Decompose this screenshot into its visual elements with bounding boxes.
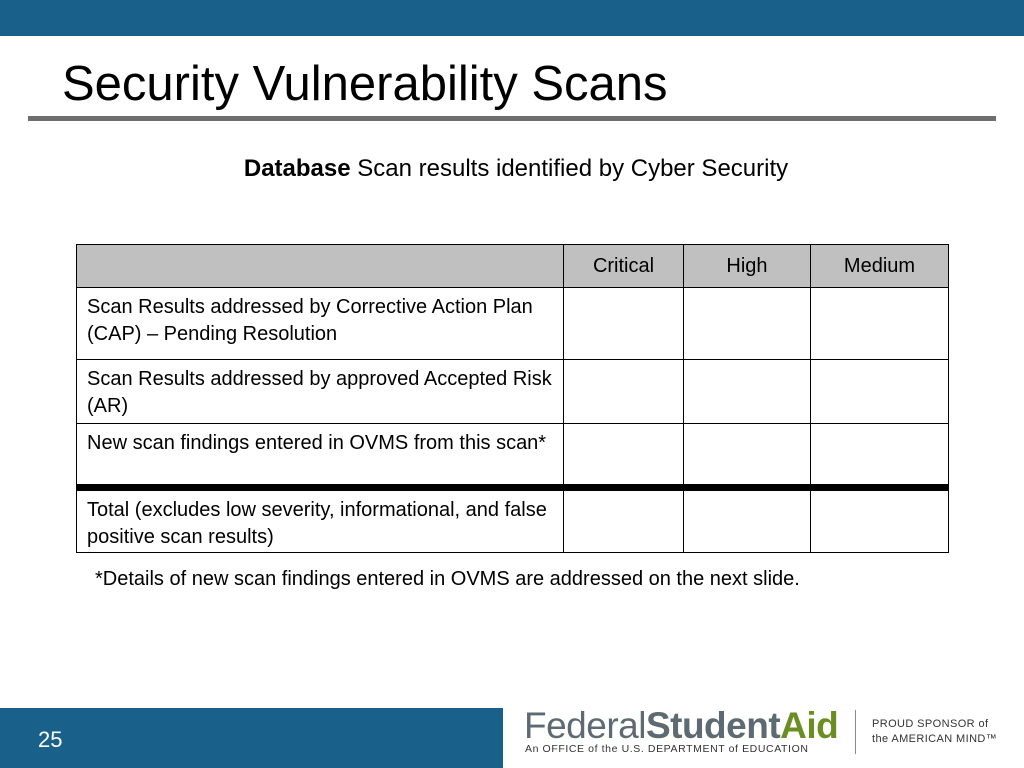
- logo-student: Student: [645, 705, 781, 746]
- logo-federal: Federal: [524, 705, 646, 746]
- row-label: New scan findings entered in OVMS from this scan*: [77, 424, 564, 488]
- scan-results-table: [76, 244, 949, 553]
- high-cell: [684, 424, 811, 488]
- table-header-blank: [77, 245, 564, 288]
- top-banner: [0, 0, 1024, 36]
- medium-cell: [811, 424, 949, 488]
- logo-divider: [855, 710, 856, 754]
- table-row: [77, 360, 949, 424]
- critical-cell: [564, 360, 684, 424]
- table-row: [77, 424, 949, 488]
- footer-bar: [0, 708, 503, 768]
- high-cell: [684, 488, 811, 553]
- footnote: *Details of new scan findings entered in OVMS are addressed on the next slide.: [95, 568, 800, 590]
- table-header-critical: Critical: [564, 245, 684, 288]
- table-total-row: [77, 488, 949, 553]
- row-label: Scan Results addressed by Corrective Action Plan (CAP) – Pending Resolution: [77, 288, 564, 360]
- logo-wordmark: [524, 706, 838, 746]
- slide-number: 25: [38, 727, 63, 752]
- medium-cell: [811, 288, 949, 360]
- subtitle-bold: Database: [243, 155, 351, 182]
- critical-cell: [564, 488, 684, 553]
- table-header-medium: Medium: [811, 245, 949, 288]
- federal-student-aid-logo: [524, 706, 854, 760]
- logo-tagline: An OFFICE of the U.S. DEPARTMENT of EDUCATION: [525, 743, 809, 755]
- title-divider: [28, 116, 996, 121]
- critical-cell: [564, 288, 684, 360]
- table-header-row: [77, 245, 949, 288]
- sponsor-text: PROUD SPONSOR of the AMERICAN MIND™: [872, 718, 998, 745]
- table-header-high: High: [684, 245, 811, 288]
- logo-aid: Aid: [780, 705, 839, 746]
- high-cell: [684, 360, 811, 424]
- high-cell: [684, 288, 811, 360]
- medium-cell: [811, 360, 949, 424]
- subtitle-text: Scan results identified by Cyber Security: [350, 155, 789, 182]
- row-label: Total (excludes low severity, informational, and false positive scan results): [77, 488, 564, 553]
- medium-cell: [811, 488, 949, 553]
- slide-subtitle: [0, 154, 1024, 184]
- row-label: Scan Results addressed by approved Accepted Risk (AR): [77, 360, 564, 424]
- slide-title: Security Vulnerability Scans: [62, 57, 668, 111]
- table-row: [77, 288, 949, 360]
- critical-cell: [564, 424, 684, 488]
